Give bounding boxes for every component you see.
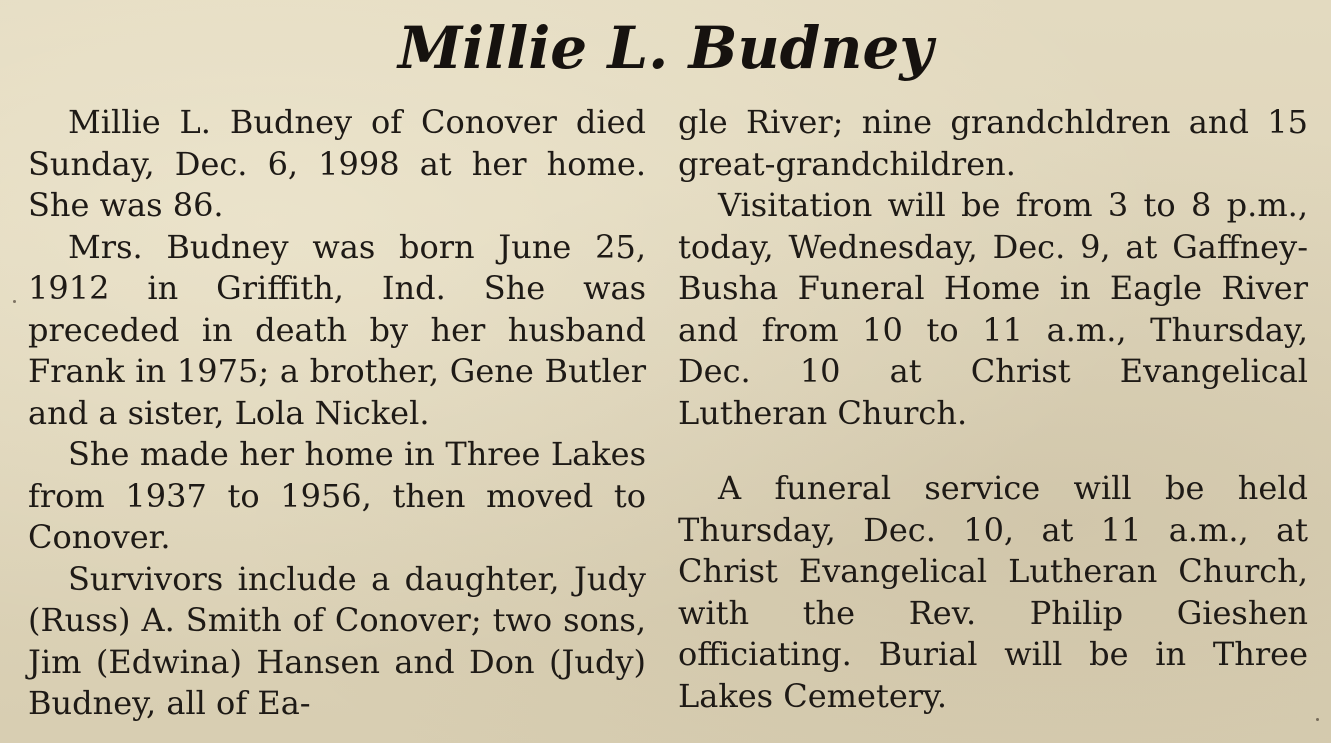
paper-speck (13, 300, 16, 303)
paragraph-survivors-continued: gle River; nine grandchldren and 15 great-grandchildren. (678, 103, 1308, 183)
paragraph-birth-and-predeceased: Mrs. Budney was born June 25, 1912 in Griffith, Ind. She was preceded in death by her husband Frank in 1975; a brother, Gene Butler and a sister, Lola Nickel. (28, 227, 646, 432)
paragraph-visitation: Visitation will be from 3 to 8 p.m., today, Wednesday, Dec. 9, at Gaffney-Busha Funeral Home in Eagle River and from 10 to 11 a.m., Thursday, Dec. 10 at Christ Evangelical Lutheran Church. (678, 186, 1308, 432)
obituary-headline: Millie L. Budney (397, 14, 934, 82)
paragraph-death-notice: Millie L. Budney of Conover died Sunday, Dec. 6, 1998 at her home. She was 86. (28, 103, 646, 224)
left-column (28, 102, 646, 725)
right-column (678, 102, 1308, 717)
paragraph-funeral-service: A funeral service will be held Thursday, Dec. 10, at 11 a.m., at Christ Evangelical Lutheran Church, with the Rev. Philip Gieshen officiating. Burial will be in Three Lakes Cemetery. (678, 469, 1308, 715)
paragraph-residence: She made her home in Three Lakes from 1937 to 1956, then moved to Conover. (28, 435, 646, 556)
paper-speck (1316, 718, 1319, 721)
paragraph-survivors: Survivors include a daughter, Judy (Russ) A. Smith of Conover; two sons, Jim (Edwina) Hansen and Don (Judy) Budney, all of Ea- (28, 559, 646, 722)
